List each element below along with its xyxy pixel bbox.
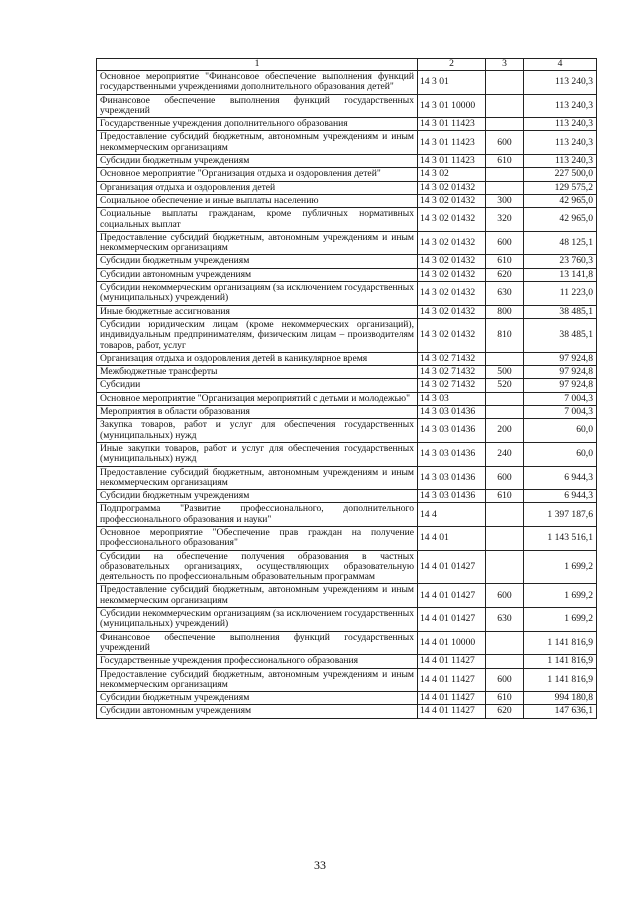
table-row xyxy=(97,466,597,490)
row-amount-cell: 1 143 516,1 xyxy=(524,526,597,550)
table-row xyxy=(97,503,597,527)
row-name-cell: Финансовое обеспечение выполнения функций государственных учреждений xyxy=(97,94,418,118)
row-expense-type-cell xyxy=(486,631,524,655)
row-code-cell: 14 4 01 10000 xyxy=(418,631,486,655)
row-code-cell: 14 3 02 xyxy=(418,168,486,181)
row-code-cell: 14 3 01 11423 xyxy=(418,155,486,168)
row-name-cell: Закупка товаров, работ и услуг для обеспечения государственных (муниципальных) нужд xyxy=(97,419,418,443)
row-amount-cell: 1 141 816,9 xyxy=(524,668,597,692)
row-code-cell: 14 3 02 01432 xyxy=(418,305,486,318)
row-code-cell: 14 3 02 01432 xyxy=(418,181,486,194)
header-col-2: 2 xyxy=(418,59,486,71)
row-expense-type-cell: 610 xyxy=(486,490,524,503)
row-expense-type-cell: 300 xyxy=(486,194,524,207)
budget-table-body xyxy=(97,59,597,719)
row-amount-cell: 42 965,0 xyxy=(524,208,597,232)
row-expense-type-cell xyxy=(486,94,524,118)
row-code-cell: 14 3 01 xyxy=(418,71,486,95)
row-amount-cell: 42 965,0 xyxy=(524,194,597,207)
row-name-cell: Государственные учреждения профессионального образования xyxy=(97,655,418,668)
row-name-cell: Предоставление субсидий бюджетным, автономным учреждениям и иным некоммерческим организациям xyxy=(97,584,418,608)
row-code-cell: 14 4 01 11427 xyxy=(418,655,486,668)
row-name-cell: Субсидии юридическим лицам (кроме некоммерческих организаций), индивидуальным предпринимателям, физическим лицам – производителям товаров, работ, услуг xyxy=(97,318,418,352)
row-code-cell: 14 3 02 01432 xyxy=(418,194,486,207)
row-name-cell: Межбюджетные трансферты xyxy=(97,366,418,379)
row-amount-cell: 38 485,1 xyxy=(524,305,597,318)
row-amount-cell: 1 141 816,9 xyxy=(524,655,597,668)
row-name-cell: Предоставление субсидий бюджетным, автономным учреждениям и иным некоммерческим организациям xyxy=(97,131,418,155)
row-name-cell: Предоставление субсидий бюджетным, автономным учреждениям и иным некоммерческим организациям xyxy=(97,668,418,692)
row-code-cell: 14 3 02 01432 xyxy=(418,231,486,255)
row-expense-type-cell xyxy=(486,352,524,365)
row-code-cell: 14 4 01 01427 xyxy=(418,550,486,584)
row-name-cell: Субсидии бюджетным учреждениям xyxy=(97,490,418,503)
row-amount-cell: 1 141 816,9 xyxy=(524,631,597,655)
row-expense-type-cell xyxy=(486,168,524,181)
row-amount-cell: 60,0 xyxy=(524,419,597,443)
table-row xyxy=(97,419,597,443)
table-row xyxy=(97,608,597,632)
row-amount-cell: 1 397 187,6 xyxy=(524,503,597,527)
table-row xyxy=(97,490,597,503)
row-amount-cell: 113 240,3 xyxy=(524,131,597,155)
row-code-cell: 14 3 02 01432 xyxy=(418,208,486,232)
row-name-cell: Субсидии xyxy=(97,379,418,392)
row-amount-cell: 129 575,2 xyxy=(524,181,597,194)
table-row xyxy=(97,550,597,584)
table-row xyxy=(97,231,597,255)
row-code-cell: 14 3 02 71432 xyxy=(418,366,486,379)
row-code-cell: 14 3 03 01436 xyxy=(418,466,486,490)
row-name-cell: Основное мероприятие "Организация отдыха и оздоровления детей" xyxy=(97,168,418,181)
row-code-cell: 14 4 01 01427 xyxy=(418,584,486,608)
row-expense-type-cell xyxy=(486,406,524,419)
row-code-cell: 14 3 03 01436 xyxy=(418,490,486,503)
table-row xyxy=(97,406,597,419)
row-amount-cell: 7 004,3 xyxy=(524,392,597,405)
row-name-cell: Организация отдыха и оздоровления детей xyxy=(97,181,418,194)
row-expense-type-cell: 600 xyxy=(486,131,524,155)
row-name-cell: Иные бюджетные ассигнования xyxy=(97,305,418,318)
table-row xyxy=(97,692,597,705)
row-code-cell: 14 4 01 01427 xyxy=(418,608,486,632)
row-expense-type-cell xyxy=(486,655,524,668)
row-name-cell: Социальное обеспечение и иные выплаты населению xyxy=(97,194,418,207)
row-name-cell: Финансовое обеспечение выполнения функций государственных учреждений xyxy=(97,631,418,655)
row-name-cell: Подпрограмма "Развитие профессионального, дополнительного профессионального образования и науки" xyxy=(97,503,418,527)
row-amount-cell: 994 180,8 xyxy=(524,692,597,705)
table-row xyxy=(97,131,597,155)
row-expense-type-cell: 630 xyxy=(486,608,524,632)
row-name-cell: Субсидии некоммерческим организациям (за исключением государственных (муниципальных) учреждений) xyxy=(97,608,418,632)
row-expense-type-cell xyxy=(486,71,524,95)
row-amount-cell: 6 944,3 xyxy=(524,490,597,503)
row-expense-type-cell: 600 xyxy=(486,466,524,490)
row-expense-type-cell: 600 xyxy=(486,231,524,255)
row-name-cell: Организация отдыха и оздоровления детей в каникулярное время xyxy=(97,352,418,365)
row-expense-type-cell: 600 xyxy=(486,668,524,692)
header-col-4: 4 xyxy=(524,59,597,71)
row-expense-type-cell: 620 xyxy=(486,705,524,718)
table-row xyxy=(97,655,597,668)
row-code-cell: 14 3 01 11423 xyxy=(418,131,486,155)
table-row xyxy=(97,668,597,692)
row-amount-cell: 11 223,0 xyxy=(524,282,597,306)
row-code-cell: 14 3 02 01432 xyxy=(418,318,486,352)
row-name-cell: Иные закупки товаров, работ и услуг для обеспечения государственных (муниципальных) нужд xyxy=(97,442,418,466)
table-row xyxy=(97,181,597,194)
row-amount-cell: 113 240,3 xyxy=(524,118,597,131)
row-name-cell: Основное мероприятие "Обеспечение прав граждан на получение профессионального образования" xyxy=(97,526,418,550)
row-amount-cell: 38 485,1 xyxy=(524,318,597,352)
row-amount-cell: 60,0 xyxy=(524,442,597,466)
row-name-cell: Социальные выплаты гражданам, кроме публичных нормативных социальных выплат xyxy=(97,208,418,232)
row-expense-type-cell: 200 xyxy=(486,419,524,443)
table-row xyxy=(97,208,597,232)
row-expense-type-cell xyxy=(486,526,524,550)
row-amount-cell: 97 924,8 xyxy=(524,379,597,392)
row-expense-type-cell: 800 xyxy=(486,305,524,318)
row-expense-type-cell: 610 xyxy=(486,255,524,268)
row-expense-type-cell: 600 xyxy=(486,584,524,608)
row-expense-type-cell: 320 xyxy=(486,208,524,232)
row-expense-type-cell xyxy=(486,181,524,194)
row-expense-type-cell xyxy=(486,392,524,405)
table-row xyxy=(97,379,597,392)
table-row xyxy=(97,118,597,131)
table-row xyxy=(97,366,597,379)
row-amount-cell: 227 500,0 xyxy=(524,168,597,181)
row-expense-type-cell: 610 xyxy=(486,692,524,705)
row-name-cell: Субсидии автономным учреждениям xyxy=(97,268,418,281)
row-expense-type-cell: 240 xyxy=(486,442,524,466)
row-expense-type-cell: 500 xyxy=(486,366,524,379)
table-row xyxy=(97,631,597,655)
row-amount-cell: 13 141,8 xyxy=(524,268,597,281)
table-row xyxy=(97,705,597,718)
row-code-cell: 14 3 01 11423 xyxy=(418,118,486,131)
row-code-cell: 14 3 03 xyxy=(418,392,486,405)
row-code-cell: 14 3 01 10000 xyxy=(418,94,486,118)
row-name-cell: Основное мероприятие "Организация мероприятий с детьми и молодежью" xyxy=(97,392,418,405)
row-name-cell: Субсидии на обеспечение получения образования в частных образовательных организациях, осуществляющих образовательную деятельность по профессиональным образовательным программам xyxy=(97,550,418,584)
row-code-cell: 14 4 01 xyxy=(418,526,486,550)
row-code-cell: 14 3 03 01436 xyxy=(418,419,486,443)
row-code-cell: 14 3 03 01436 xyxy=(418,406,486,419)
row-expense-type-cell xyxy=(486,550,524,584)
header-row xyxy=(97,59,597,71)
header-col-3: 3 xyxy=(486,59,524,71)
row-amount-cell: 97 924,8 xyxy=(524,352,597,365)
table-row xyxy=(97,94,597,118)
row-code-cell: 14 3 02 01432 xyxy=(418,268,486,281)
table-row xyxy=(97,155,597,168)
row-amount-cell: 147 636,1 xyxy=(524,705,597,718)
table-row xyxy=(97,318,597,352)
table-row xyxy=(97,268,597,281)
row-code-cell: 14 3 02 71432 xyxy=(418,352,486,365)
page-number: 33 xyxy=(314,858,326,872)
row-name-cell: Субсидии некоммерческим организациям (за исключением государственных (муниципальных) учреждений) xyxy=(97,282,418,306)
row-amount-cell: 23 760,3 xyxy=(524,255,597,268)
row-name-cell: Мероприятия в области образования xyxy=(97,406,418,419)
row-code-cell: 14 3 02 01432 xyxy=(418,282,486,306)
row-amount-cell: 113 240,3 xyxy=(524,94,597,118)
row-amount-cell: 113 240,3 xyxy=(524,71,597,95)
row-expense-type-cell: 810 xyxy=(486,318,524,352)
row-code-cell: 14 4 01 11427 xyxy=(418,705,486,718)
row-amount-cell: 113 240,3 xyxy=(524,155,597,168)
row-name-cell: Субсидии автономным учреждениям xyxy=(97,705,418,718)
row-expense-type-cell: 620 xyxy=(486,268,524,281)
row-expense-type-cell: 610 xyxy=(486,155,524,168)
row-amount-cell: 97 924,8 xyxy=(524,366,597,379)
row-code-cell: 14 3 02 01432 xyxy=(418,255,486,268)
table-row xyxy=(97,282,597,306)
row-name-cell: Субсидии бюджетным учреждениям xyxy=(97,155,418,168)
row-name-cell: Основное мероприятие "Финансовое обеспечение выполнения функций государственными учреждениями дополнительного образования детей" xyxy=(97,71,418,95)
row-code-cell: 14 3 02 71432 xyxy=(418,379,486,392)
row-expense-type-cell xyxy=(486,503,524,527)
row-expense-type-cell: 520 xyxy=(486,379,524,392)
row-code-cell: 14 4 01 11427 xyxy=(418,668,486,692)
row-code-cell: 14 4 01 11427 xyxy=(418,692,486,705)
row-name-cell: Государственные учреждения дополнительного образования xyxy=(97,118,418,131)
header-col-1: 1 xyxy=(97,59,418,71)
table-row xyxy=(97,168,597,181)
row-amount-cell: 1 699,2 xyxy=(524,550,597,584)
row-expense-type-cell xyxy=(486,118,524,131)
row-amount-cell: 1 699,2 xyxy=(524,608,597,632)
table-row xyxy=(97,392,597,405)
table-row xyxy=(97,584,597,608)
row-amount-cell: 7 004,3 xyxy=(524,406,597,419)
table-row xyxy=(97,442,597,466)
row-code-cell: 14 4 xyxy=(418,503,486,527)
row-amount-cell: 1 699,2 xyxy=(524,584,597,608)
row-name-cell: Предоставление субсидий бюджетным, автономным учреждениям и иным некоммерческим организациям xyxy=(97,231,418,255)
table-row xyxy=(97,71,597,95)
table-row xyxy=(97,526,597,550)
row-amount-cell: 48 125,1 xyxy=(524,231,597,255)
row-name-cell: Субсидии бюджетным учреждениям xyxy=(97,692,418,705)
table-row xyxy=(97,255,597,268)
row-amount-cell: 6 944,3 xyxy=(524,466,597,490)
budget-table xyxy=(96,58,597,719)
table-row xyxy=(97,305,597,318)
row-name-cell: Субсидии бюджетным учреждениям xyxy=(97,255,418,268)
table-row xyxy=(97,352,597,365)
table-row xyxy=(97,194,597,207)
row-name-cell: Предоставление субсидий бюджетным, автономным учреждениям и иным некоммерческим организациям xyxy=(97,466,418,490)
row-expense-type-cell: 630 xyxy=(486,282,524,306)
row-code-cell: 14 3 03 01436 xyxy=(418,442,486,466)
